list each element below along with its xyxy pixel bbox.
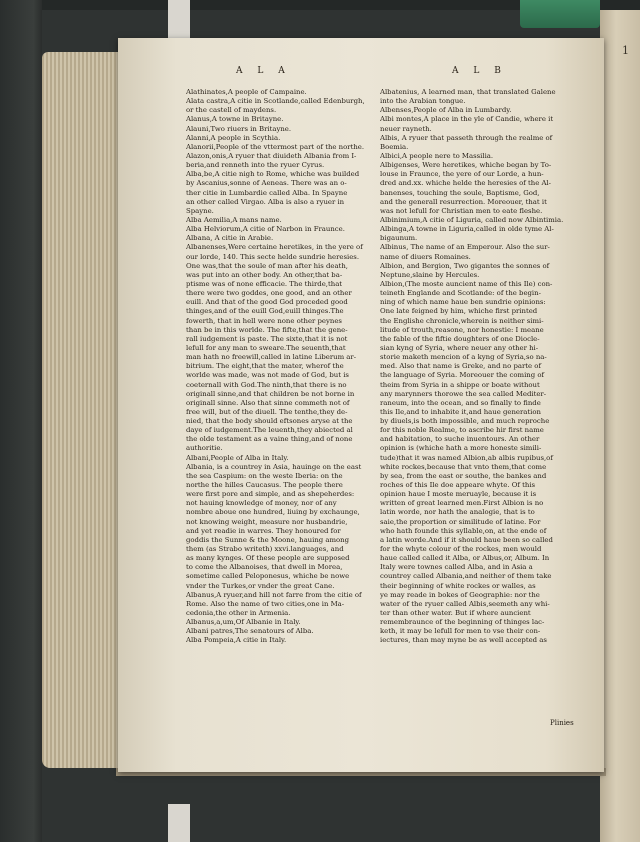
text-column-left [186,88,406,646]
text-line: originall sinne,and that children be not borne in [186,389,355,398]
text-line: vnder the Turkes,or vnder the great Cane. [186,581,335,590]
text-column-right [380,88,602,646]
text-line: as many kynges. Of these people are supposed [186,554,350,563]
text-line: Alba Aemilia,A mans name. [186,215,282,224]
text-line: Alba Pompeia,A citie in Italy. [186,636,287,645]
text-line: were first pore and simple, and as shepeherdes: [186,490,355,499]
text-line: opinion haue I moste meruayle, because it is [380,490,537,499]
text-line: sometime called Peloponesus, whiche be nowe [186,572,350,581]
text-line: Albis, A ryuer that passeth through the realme of [380,133,553,142]
text-line: originall sinne. Also that sinne commeth not of [186,398,350,407]
green-book-clip [520,0,600,28]
text-line: ning of which name haue ben sundrie opinions: [380,298,546,307]
text-line: not hauing knowledge of money, nor of any [186,499,337,508]
text-line: Albici,A people nere to Massilia. [380,151,494,160]
text-line: Albinga,A towne in Liguria,called in olde tyme Al- [380,225,554,234]
text-line: any marynners thorowe the sea called Mediter- [380,389,547,398]
text-line: was not lefull for Christian men to eate fleshe. [380,206,543,215]
text-line: opinion is (whiche hath a more honeste simili- [380,444,542,453]
text-line: Albinus, The name of an Emperour. Also the sur- [380,243,550,252]
text-line: euill. And that of the good God proceded good [186,298,348,307]
text-line: Alauni,Two riuers in Britayne. [186,124,292,133]
text-line: banenses, touching the soule, Baptisme, God, [380,188,540,197]
text-line: raneum, into the ocean, and so finally to finde [380,398,541,407]
text-line: or the castell of maydens. [186,106,277,115]
text-line: bitrium. The eight,that the mater, wherof the [186,362,344,371]
text-line: Albanus,A ryuer,and hill not farre from the citie of [186,590,362,599]
text-line: and habitation, to suche inuentours. An other [380,435,540,444]
text-line: beria,and renneth into the ryuer Cyrus. [186,161,325,170]
text-line: for the whyte colour of the rockes, men would [380,545,542,554]
text-line: there were two goddes, one good, and an other [186,289,352,298]
text-line: who hath founde this syllable,on, at the ende of [380,526,547,535]
text-line: Albatenius, A learned man, that translated Galene [380,88,556,96]
text-line: sian kyng of Syria, where neuer any other hi- [380,343,539,352]
text-line: water of the ryuer called Albis,seemeth any whi- [380,599,550,608]
text-line: ther citie in Lumbardie called Alba. In Spayne [186,188,348,197]
text-line: Albana, A citie in Arabie. [186,234,274,243]
text-line: Albania, is a countrey in Asia, hauinge on the east [186,462,362,471]
scale-ruler-top [168,0,190,40]
text-line: for this noble Realme, to ascribe hir first name [380,426,544,435]
text-line: Rome. Also the name of two cities,one in Ma- [186,599,345,608]
text-line: Albenses,People of Alba in Lumbardy. [380,106,512,115]
text-line: keth, it may be lefull for men to vse their con- [380,627,541,636]
text-line: by Ascanius,sonne of Aeneas. There was an o- [186,179,347,188]
facing-page-number: 1 [622,44,629,57]
text-line: med. Also that name is Greke, and no parte of [380,362,541,371]
text-line: Spayne. [186,206,214,215]
text-line: white rockes,because that vnto them,that come [380,462,547,471]
text-line: the fable of the fiftie doughters of one Diocle- [380,334,540,343]
book-page [118,38,604,772]
text-line: roches of this Ile doe appeare whyte. Of this [380,481,536,490]
text-line: latin worde, nor hath the analogie, that is to [380,508,535,517]
text-line: ter than other water. But if where auncient [380,609,531,618]
text-line: theim from Syria in a shippe or boate without [380,380,540,389]
running-head-right: A L B [452,66,507,76]
text-line: Albi montes,A place in the yle of Candie, where it [380,115,554,124]
text-line: than be in this worlde. The fifte,that the gene- [186,325,348,334]
text-line: ye may reade in bokes of Geographie: nor the [380,590,540,599]
text-line: northe the hilles Caucasus. The people there [186,481,343,490]
text-line: Neptune,slaine by Hercules. [380,270,480,279]
text-line: Alazon,onis,A ryuer that diuideth Albania from I- [186,151,357,160]
text-line: an other called Virgao. Alba is also a ryuer in [186,197,345,206]
text-line: nombre aboue one hundred, liuing by exchaunge, [186,508,360,517]
book-fore-edge [42,52,122,768]
text-line: daye of iudgement.The leuenth,they abiected al [186,426,353,435]
text-line: and the generall resurrection. Moreouer, that it [380,197,547,206]
text-line: louse in Fraunce, the yere of our Lorde, a hun- [380,170,544,179]
text-line: Alanni,A people in Scythia. [186,133,281,142]
text-line: not knowing weight, measure nor husbandrie, [186,517,348,526]
text-line: name of diuers Romaines. [380,252,471,261]
text-line: a latin worde.And if it should haue been so called [380,535,553,544]
text-line: by diuels,is both impossible, and much reproche [380,417,550,426]
text-line: by sea, from the east or southe, the bankes and [380,471,547,480]
text-line: cedonia,the other in Armenia. [186,609,291,618]
text-line: Albani,People of Alba in Italy. [186,453,289,462]
text-line: free will, but of the diuell. The tenthe,they de- [186,407,348,416]
text-line: authoritie. [186,444,223,453]
text-line: teineth Englande and Scotlande: of the begin- [380,289,541,298]
text-line: goddis the Sunne & the Moone, hauing among [186,535,350,544]
text-line: lefull for any man to sweare.The seuenth,that [186,343,346,352]
text-line: nied, that the body should eftsones aryse at the [186,417,353,426]
text-line: Alata castra,A citie in Scotlande,called Edenburgh, [186,97,365,106]
text-line: written of great learned men.First Albion is no [380,499,544,508]
text-line: man hath no freewill,called in latine Liberum ar- [186,353,357,362]
text-line: One late feigned by him, whiche first printed [380,307,538,316]
text-line: their beginning of white rockes or walles, as [380,581,536,590]
text-line: countrey called Albania,and neither of them take [380,572,552,581]
text-line: fowerth, that in hell were none other peynes [186,316,342,325]
scanner-left-background [0,0,42,842]
text-line: Boemia. [380,142,409,151]
text-line: Albanus,a,um,Of Albanie in Italy. [186,618,301,627]
text-line: into the Arabian tongue. [380,97,466,106]
text-line: coeternall with God.The ninth,that there is no [186,380,347,389]
scale-ruler-bottom [168,804,190,842]
text-line: saie,the proportion or similitude of latine. For [380,517,541,526]
text-line: the Englishe chronicle,wherein is neither simi- [380,316,544,325]
text-line: tude)that it was named Albion,ab albis rupibus,of [380,453,553,462]
text-line: haue called called it Alba, or Albus,or, Album. In [380,554,550,563]
text-line: Albani patres,The senatours of Alba. [186,627,314,636]
text-line: Alba,be,A citie nigh to Rome, whiche was builded [186,170,360,179]
text-line: neuer rayneth. [380,124,432,133]
text-line: rall iudgement is paste. The sixte,that it is not [186,334,348,343]
text-line: Alba Helviorum,A citie of Narbon in Fraunce. [186,225,345,234]
text-line: and yet readie in warres. They honoured for [186,526,341,535]
text-line: worlde was made, was not made of God, but is [186,371,349,380]
text-line: the sea Caspium: on the weste Iberia: on the [186,471,343,480]
text-line: litude of trouth,reasone, nor honestie: I meane [380,325,544,334]
text-line: the language of Syria. Moreouer the coming of [380,371,545,380]
text-line: bigaunum. [380,234,418,243]
text-line: Albigenses, Were heretikes, whiche began by To- [380,161,552,170]
text-line: Albanenses,Were certaine heretikes, in the yere of [186,243,363,252]
text-line: the olde testament as a vaine thing,and of none [186,435,353,444]
text-line: Alanus,A towne in Britayne. [186,115,284,124]
text-line: to come the Albanoises, that dwell in Morea, [186,563,343,572]
text-line: Alanorii,People of the vttermost part of the northe. [186,142,365,151]
running-head-left: A L A [236,66,291,76]
text-line: storie maketh mencion of a kyng of Syria,so na- [380,353,547,362]
text-line: this Ile,and to inhabite it,and haue generation [380,407,541,416]
text-line: Italy were townes called Alba, and in Asia a [380,563,533,572]
text-line: Albion,(The moste auncient name of this Ile) con- [380,279,553,288]
text-line: them (as Strabo writeth) xxvi.languages, and [186,545,344,554]
text-line: iectures, than may myne be as well accepted as [380,636,547,645]
catchword: Plinies [550,719,574,727]
text-line: remembraunce of the beginning of thinges lac- [380,618,545,627]
text-line: thinges,and of the euill God,euill thinges.The [186,307,344,316]
text-line: dred and.xx. whiche helde the heresies of the Al- [380,179,551,188]
text-line: was put into an other body. An other,that ba- [186,270,343,279]
text-line: Albinimium,A citie of Liguria, called now Albintimia. [380,215,564,224]
text-line: Albion, and Bergion, Two gigantes the sonnes of [380,261,550,270]
text-line: our lorde, 140. This secte helde sundrie heresies. [186,252,360,261]
text-line: ptisme was of none efficacie. The thirde,that [186,279,343,288]
text-line: Alathinates,A people of Campaine. [186,88,307,96]
text-line: One was,that the soule of man after his death, [186,261,348,270]
facing-page-edge [600,10,640,842]
